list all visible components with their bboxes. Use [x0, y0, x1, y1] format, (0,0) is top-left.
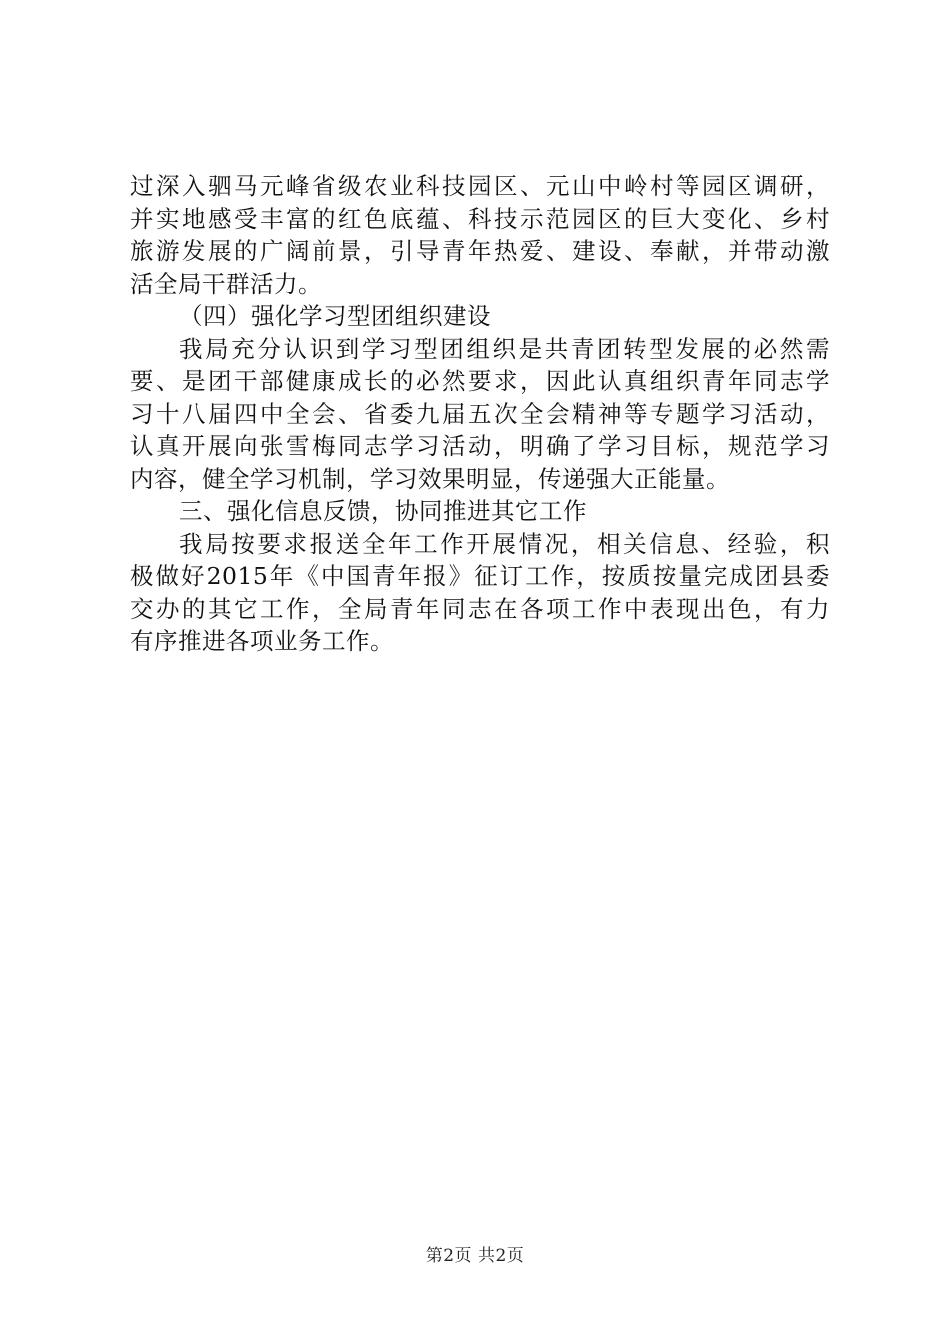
text-line: 三、强化信息反馈，协同推进其它工作: [179, 497, 587, 525]
text-line: 活全局干群活力。: [130, 269, 322, 298]
section-heading-learning-org: [130, 300, 830, 333]
paragraph-info-feedback: [130, 528, 830, 658]
text-line: 有序推进各项业务工作。: [130, 627, 394, 655]
text-line: 并实地感受丰富的红色底蕴、科技示范园区的巨大变化、乡村: [130, 204, 830, 233]
text-line: 交办的其它工作，全局青年同志在各项工作中表现出色，有力: [130, 594, 830, 623]
document-body: [130, 170, 830, 658]
text-line: 要、是团干部健康成长的必然要求，因此认真组织青年同志学: [130, 367, 830, 395]
text-line: （四）强化学习型团组织建设: [179, 302, 491, 330]
text-line: 内容，健全学习机制，学习效果明显，传递强大正能量。: [130, 464, 730, 493]
text-line: 我局按要求报送全年工作开展情况，相关信息、经验，积: [179, 529, 830, 558]
paragraph-learning-org: [130, 333, 830, 496]
text-line: 我局充分认识到学习型团组织是共青团转型发展的必然需: [179, 334, 830, 363]
paragraph-park-research: [130, 170, 830, 300]
text-line: 认真开展向张雪梅同志学习活动，明确了学习目标，规范学习: [130, 432, 830, 460]
text-line: 极做好2015年《中国青年报》征订工作，按质按量完成团县委: [130, 562, 830, 590]
text-line: 旅游发展的广阔前景，引导青年热爱、建设、奉献，并带动激: [130, 237, 830, 265]
text-line: 习十八届四中全会、省委九届五次全会精神等专题学习活动，: [130, 399, 830, 428]
section-heading-info-feedback: [130, 495, 830, 528]
page-footer: 第2页 共2页: [425, 1246, 525, 1266]
text-line: 过深入驷马元峰省级农业科技园区、元山中岭村等园区调研，: [130, 172, 830, 200]
